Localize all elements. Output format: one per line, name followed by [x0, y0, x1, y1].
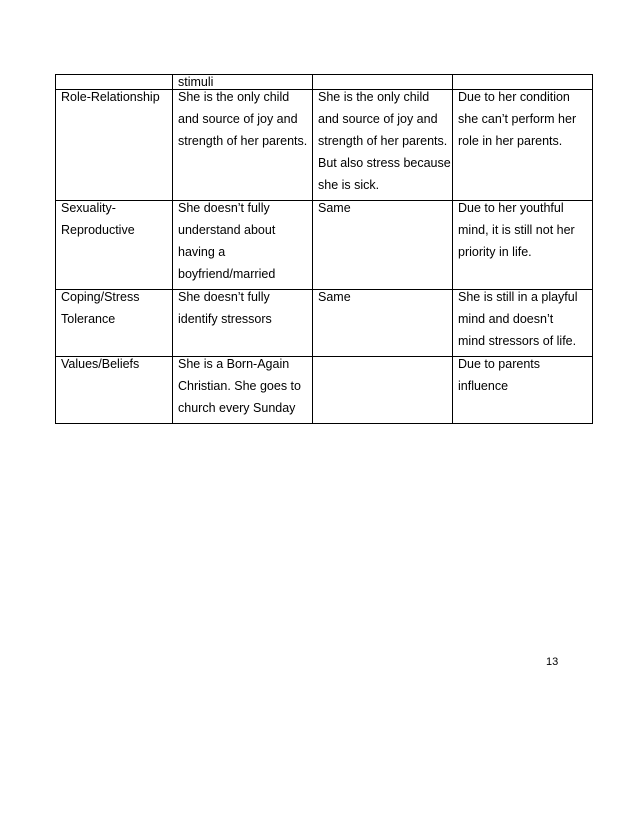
table-cell-col3 — [313, 201, 453, 290]
table-cell-category — [56, 90, 173, 201]
table-row — [56, 75, 593, 90]
table-cell-col2 — [173, 90, 313, 201]
cell-text-line: boyfriend/married — [178, 267, 276, 281]
cell-text-line: stimuli — [178, 75, 214, 89]
cell-text-line: priority in life. — [458, 245, 532, 259]
cell-text-line: Same — [318, 290, 351, 304]
cell-text-line: strength of her parents. — [318, 134, 448, 148]
table-cell-col3 — [313, 90, 453, 201]
cell-text-line: But also stress because — [318, 156, 451, 170]
cell-text-line: understand about — [178, 223, 276, 237]
table-cell-col2 — [173, 290, 313, 357]
cell-text-line: Due to her condition — [458, 90, 570, 104]
cell-text-line: mind and doesn’t — [458, 312, 554, 326]
table-cell-category — [56, 201, 173, 290]
cell-text-line: She is the only child — [318, 90, 430, 104]
table-row — [56, 90, 593, 201]
cell-text-line: Due to parents — [458, 357, 540, 371]
cell-text-line: Coping/Stress — [61, 290, 140, 304]
cell-text-line: She is still in a playful — [458, 290, 578, 304]
table-row — [56, 290, 593, 357]
table-cell-col4 — [453, 90, 593, 201]
table-cell-col3 — [313, 290, 453, 357]
cell-text-line: Due to her youthful — [458, 201, 564, 215]
cell-text-line: she is sick. — [318, 178, 380, 192]
cell-text-line: strength of her parents. — [178, 134, 308, 148]
cell-text-line: She is a Born-Again — [178, 357, 290, 371]
table-cell-col4 — [453, 201, 593, 290]
cell-text-line: identify stressors — [178, 312, 272, 326]
cell-text-line: mind stressors of life. — [458, 334, 577, 348]
table-cell-col2 — [173, 201, 313, 290]
cell-text-line: influence — [458, 379, 509, 393]
cell-text-line: role in her parents. — [458, 134, 563, 148]
cell-text-line: church every Sunday — [178, 401, 296, 415]
table-cell-col2 — [173, 75, 313, 90]
table-cell-col4 — [453, 75, 593, 90]
cell-text-line: Tolerance — [61, 312, 116, 326]
table-cell-category — [56, 75, 173, 90]
cell-text-line: she can’t perform her — [458, 112, 577, 126]
cell-text-line: Sexuality- — [61, 201, 116, 215]
cell-text-line: having a — [178, 245, 226, 259]
cell-text-line: Role-Relationship — [61, 90, 160, 104]
cell-text-line: Reproductive — [61, 223, 135, 237]
table-cell-col3 — [313, 75, 453, 90]
assessment-table — [55, 74, 593, 424]
cell-text-line: She doesn’t fully — [178, 290, 270, 304]
table-row — [56, 201, 593, 290]
table-cell-col2 — [173, 357, 313, 424]
table-cell-col4 — [453, 357, 593, 424]
cell-text-line: mind, it is still not her — [458, 223, 575, 237]
table-row — [56, 357, 593, 424]
page-number: 13 — [546, 656, 559, 668]
cell-text-line: Christian. She goes to — [178, 379, 301, 393]
table-cell-category — [56, 290, 173, 357]
table-cell-category — [56, 357, 173, 424]
cell-text-line: Same — [318, 201, 351, 215]
cell-text-line: She is the only child — [178, 90, 290, 104]
cell-text-line: and source of joy and — [178, 112, 298, 126]
table-cell-col3 — [313, 357, 453, 424]
cell-text-line: She doesn’t fully — [178, 201, 270, 215]
cell-text-line: Values/Beliefs — [61, 357, 140, 371]
table-cell-col4 — [453, 290, 593, 357]
assessment-table-body — [56, 75, 593, 424]
cell-text-line: and source of joy and — [318, 112, 438, 126]
